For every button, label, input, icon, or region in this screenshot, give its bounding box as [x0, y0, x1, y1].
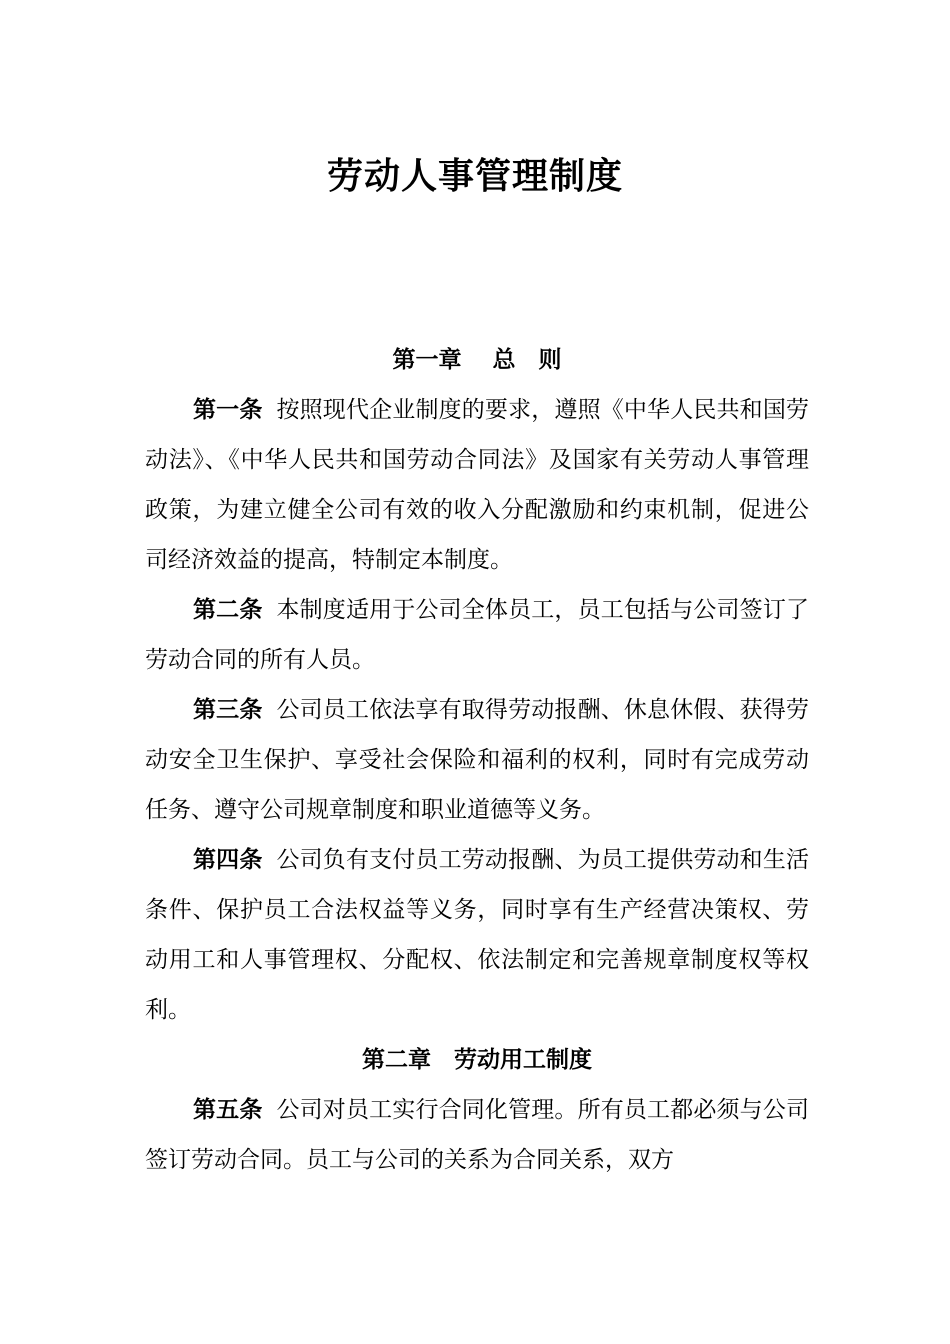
- article: [145, 385, 809, 585]
- document-body: [145, 335, 809, 1185]
- article-number: 第五条: [193, 1096, 263, 1123]
- chapter-heading: 第一章 总 则: [392, 346, 562, 373]
- chapter-heading: 第二章 劳动用工制度: [362, 1046, 592, 1073]
- article: [145, 1085, 809, 1185]
- article: [145, 585, 809, 685]
- article-text: 公司员工依法享有取得劳动报酬、休息休假、获得劳动安全卫生保护、享受社会保险和福利的权利，同时有完成劳动任务、遵守公司规章制度和职业道德等义务。: [145, 697, 810, 823]
- article: [145, 685, 809, 835]
- document-title: 劳动人事管理制度: [326, 155, 623, 197]
- article-number: 第三条: [193, 696, 263, 723]
- article-text: 公司对员工实行合同化管理。所有员工都必须与公司签订劳动合同。员工与公司的关系为合同关系，双方: [145, 1097, 810, 1173]
- article-text: 本制度适用于公司全体员工，员工包括与公司签订了劳动合同的所有人员。: [145, 597, 810, 673]
- article-text: 按照现代企业制度的要求，遵照《中华人民共和国劳动法》、《中华人民共和国劳动合同法》及国家有关劳动人事管理政策，为建立健全公司有效的收入分配激励和约束机制，促进公司经济效益的提高，特制定本制度。: [145, 397, 810, 573]
- article-number: 第一条: [193, 396, 263, 423]
- article-number: 第二条: [193, 596, 263, 623]
- article-text: 公司负有支付员工劳动报酬、为员工提供劳动和生活条件、保护员工合法权益等义务，同时享有生产经营决策权、劳动用工和人事管理权、分配权、依法制定和完善规章制度权等权利。: [145, 847, 810, 1023]
- article: [145, 835, 809, 1035]
- article-number: 第四条: [193, 846, 263, 873]
